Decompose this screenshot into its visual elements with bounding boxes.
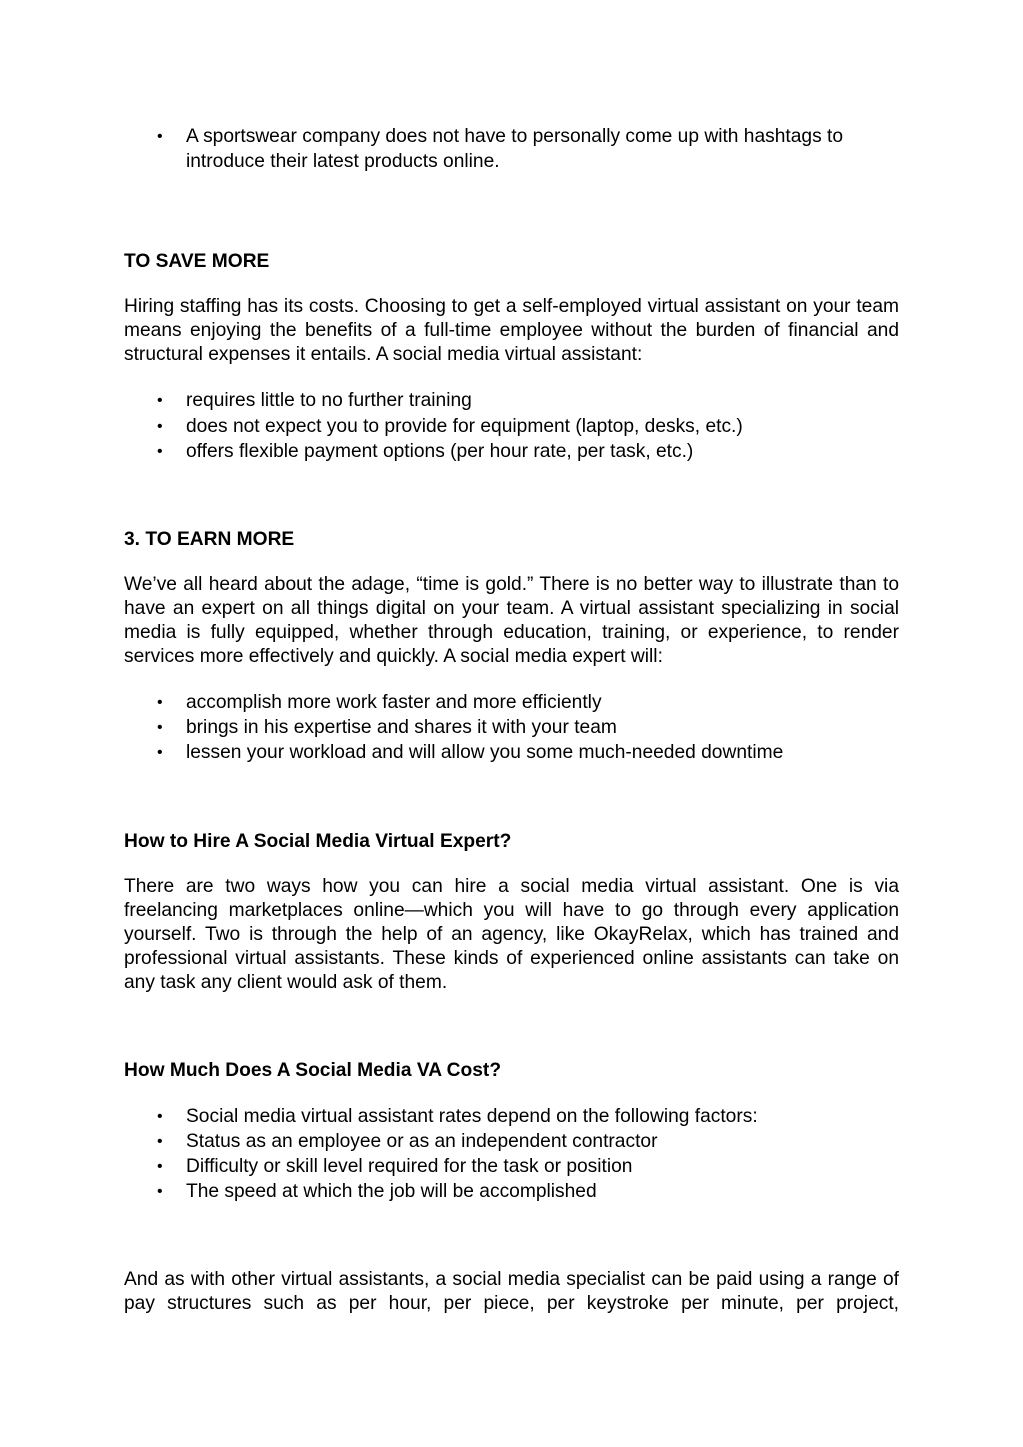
bullet-icon: • — [157, 1183, 163, 1201]
save-more-bullet-list — [124, 388, 899, 464]
list-item — [124, 715, 899, 740]
section-heading-cost: How Much Does A Social Media VA Cost? — [124, 1059, 502, 1081]
list-item — [124, 1179, 899, 1204]
list-item-text: requires little to no further training — [186, 390, 472, 412]
list-item-text: The speed at which the job will be accomplished — [186, 1181, 597, 1203]
earn-more-bullet-list — [124, 690, 899, 766]
bullet-icon: • — [157, 442, 163, 460]
section-paragraph-earn-more: We’ve all heard about the adage, “time is gold.” There is no better way to illustrate than to have an expert on all things digital on your team. A virtual assistant specializing in social media is fully equipped, whether through education, training, or experience, to render services more effectively and quickly. A social media expert will: — [124, 574, 899, 668]
list-item — [124, 1104, 899, 1129]
list-item — [124, 690, 899, 715]
list-item — [124, 388, 899, 413]
list-item — [124, 414, 899, 439]
list-item-text: lessen your workload and will allow you some much-needed downtime — [186, 742, 784, 764]
bullet-icon: • — [157, 719, 163, 737]
bullet-icon: • — [157, 1132, 163, 1150]
list-item-text: brings in his expertise and shares it with your team — [186, 717, 617, 739]
bullet-icon: • — [157, 392, 163, 410]
list-item — [124, 740, 899, 765]
list-item — [124, 124, 899, 174]
section-heading-earn-more: 3. TO EARN MORE — [124, 529, 295, 551]
bullet-icon: • — [157, 744, 163, 762]
bullet-icon: • — [157, 1107, 163, 1125]
closing-paragraph: And as with other virtual assistants, a social media specialist can be paid using a range of pay structures such as per hour, per piece, per keystroke per minute, per project, — [124, 1269, 899, 1315]
section-heading-save-more: TO SAVE MORE — [124, 251, 270, 273]
list-item — [124, 1154, 899, 1179]
list-item — [124, 1129, 899, 1154]
list-item-text: A sportswear company does not have to personally come up with hashtags to introduce their latest products online. — [186, 126, 844, 173]
list-item-text: accomplish more work faster and more efficiently — [186, 692, 602, 714]
intro-bullet-list — [124, 124, 899, 174]
bullet-icon: • — [157, 694, 163, 712]
list-item-text: Difficulty or skill level required for the task or position — [186, 1156, 633, 1178]
bullet-icon: • — [157, 1158, 163, 1176]
list-item-text: Social media virtual assistant rates depend on the following factors: — [186, 1105, 758, 1127]
section-heading-how-to-hire: How to Hire A Social Media Virtual Expert? — [124, 830, 512, 852]
list-item-text: offers flexible payment options (per hour rate, per task, etc.) — [186, 440, 694, 462]
document-page — [124, 124, 899, 1316]
list-item-text: does not expect you to provide for equipment (laptop, desks, etc.) — [186, 415, 743, 437]
section-paragraph-save-more: Hiring staffing has its costs. Choosing to get a self-employed virtual assistant on your team means enjoying the benefits of a full-time employee without the burden of financial and structural expenses it entails. A social media virtual assistant: — [124, 296, 899, 366]
cost-bullet-list — [124, 1104, 899, 1205]
section-paragraph-how-to-hire: There are two ways how you can hire a social media virtual assistant. One is via freelancing marketplaces online—which you will have to go through every application yourself. Two is through the help of an agency, like OkayRelax, which has trained and professional virtual assistants. These kinds of experienced online assistants can take on any task any client would ask of them. — [124, 875, 899, 993]
list-item-text: Status as an employee or as an independent contractor — [186, 1130, 658, 1152]
list-item — [124, 439, 899, 464]
bullet-icon: • — [157, 417, 163, 435]
bullet-icon: • — [157, 128, 163, 145]
